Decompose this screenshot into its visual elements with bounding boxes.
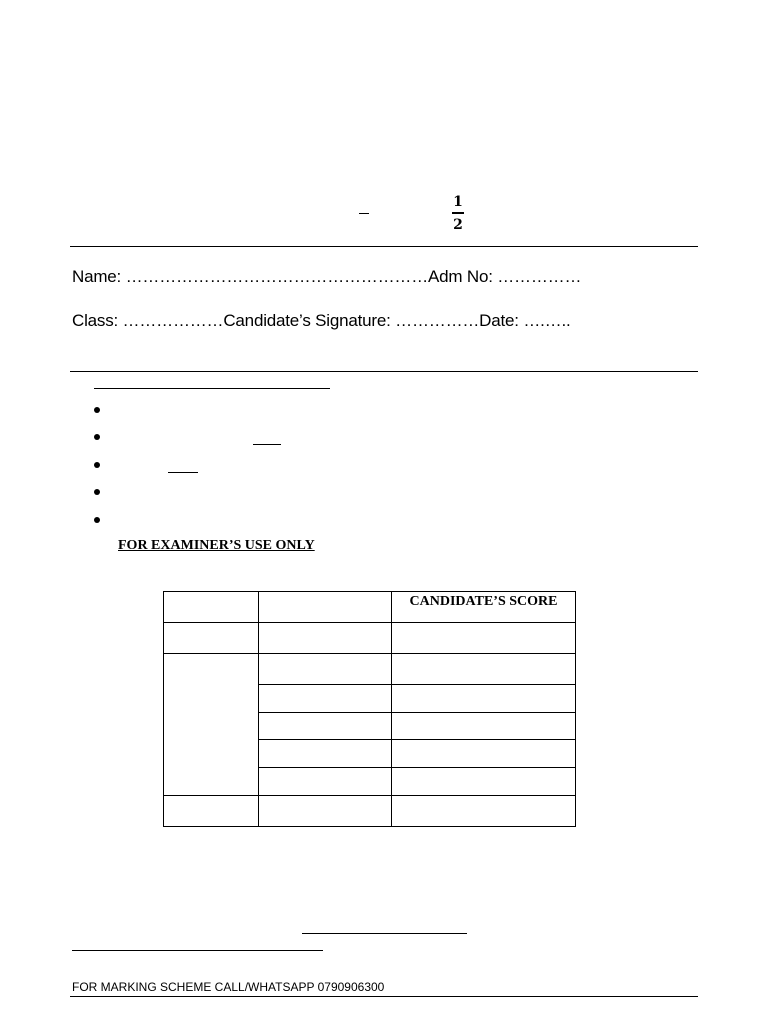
instructions-heading-underline bbox=[94, 388, 330, 389]
table-cell bbox=[164, 623, 259, 654]
instruction-bullet-4 bbox=[94, 489, 100, 495]
score-cell[interactable] bbox=[392, 740, 576, 768]
score-table bbox=[163, 591, 576, 827]
score-cell[interactable] bbox=[392, 685, 576, 713]
table-row bbox=[164, 623, 576, 654]
table-cell bbox=[164, 592, 259, 623]
table-cell bbox=[259, 623, 392, 654]
table-cell bbox=[259, 592, 392, 623]
score-cell[interactable] bbox=[392, 713, 576, 740]
table-total-row bbox=[164, 796, 576, 827]
table-cell bbox=[259, 713, 392, 740]
footnote-separator bbox=[72, 950, 323, 951]
top-divider bbox=[70, 246, 698, 247]
fraction-numerator: 1 bbox=[453, 194, 463, 210]
table-header-row bbox=[164, 592, 576, 623]
table-cell bbox=[259, 740, 392, 768]
candidate-score-header: CANDIDATE’S SCORE bbox=[392, 592, 576, 623]
header-dash bbox=[359, 213, 369, 214]
bottom-center-rule bbox=[302, 933, 467, 934]
middle-divider bbox=[70, 371, 698, 372]
score-cell[interactable] bbox=[392, 796, 576, 827]
instruction-bullet-2 bbox=[94, 434, 100, 440]
instruction-bullet-5 bbox=[94, 517, 100, 523]
instruction-bullet-3 bbox=[94, 462, 100, 468]
instruction-bullet-1 bbox=[94, 407, 100, 413]
table-cell bbox=[259, 796, 392, 827]
score-cell[interactable] bbox=[392, 623, 576, 654]
score-cell[interactable] bbox=[392, 654, 576, 685]
table-cell bbox=[259, 768, 392, 796]
merged-cell bbox=[164, 654, 259, 796]
footer-divider bbox=[70, 996, 698, 997]
name-adm-line: Name: ………………………………………………Adm No: …………… bbox=[72, 267, 582, 286]
header-fraction bbox=[448, 194, 468, 233]
instruction-underline-2 bbox=[168, 472, 198, 473]
instruction-underline-1 bbox=[253, 444, 281, 445]
table-row bbox=[164, 654, 576, 685]
fraction-bar bbox=[452, 212, 464, 214]
table-cell bbox=[259, 654, 392, 685]
examiner-heading: FOR EXAMINER’S USE ONLY bbox=[118, 538, 315, 553]
score-cell[interactable] bbox=[392, 768, 576, 796]
class-signature-date-line: Class: ………………Candidate’s Signature: ……………Date: ….….. bbox=[72, 311, 571, 330]
footer-text: FOR MARKING SCHEME CALL/WHATSAPP 0790906300 bbox=[72, 980, 385, 994]
table-cell bbox=[164, 796, 259, 827]
table-cell bbox=[259, 685, 392, 713]
fraction-denominator: 2 bbox=[453, 216, 463, 233]
